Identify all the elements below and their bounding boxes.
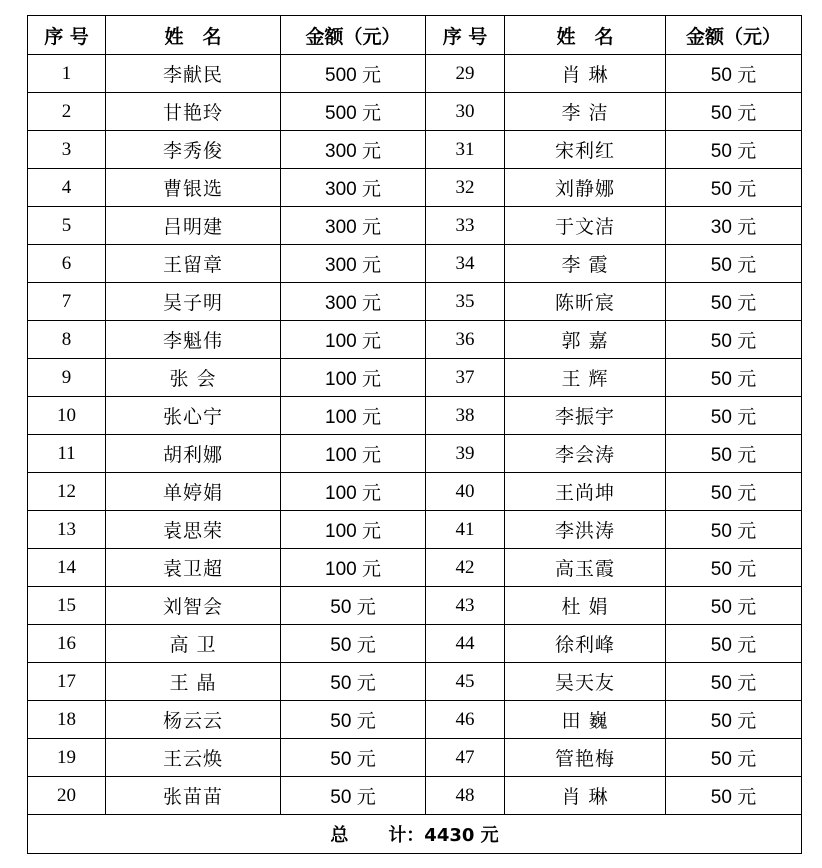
name-cell-right: 陈昕宸 (505, 283, 666, 321)
amount-cell-right: 50 元 (666, 511, 802, 549)
table-row (28, 207, 802, 245)
header-seq-right: 序 号 (426, 16, 505, 55)
seq-cell-left: 12 (28, 473, 106, 511)
seq-cell-right: 39 (426, 435, 505, 473)
table-row (28, 131, 802, 169)
seq-cell-left: 17 (28, 663, 106, 701)
table-row (28, 245, 802, 283)
seq-cell-left: 13 (28, 511, 106, 549)
name-cell-left: 吕明建 (106, 207, 281, 245)
amount-cell-right: 50 元 (666, 397, 802, 435)
amount-cell-right: 50 元 (666, 359, 802, 397)
amount-cell-right: 50 元 (666, 587, 802, 625)
seq-cell-left: 8 (28, 321, 106, 359)
name-cell-left: 王留章 (106, 245, 281, 283)
name-cell-left: 胡利娜 (106, 435, 281, 473)
table-row (28, 359, 802, 397)
seq-cell-right: 41 (426, 511, 505, 549)
donation-table (27, 15, 802, 854)
seq-cell-left: 14 (28, 549, 106, 587)
name-cell-right: 李振宇 (505, 397, 666, 435)
seq-cell-left: 9 (28, 359, 106, 397)
table-row (28, 473, 802, 511)
name-cell-left: 张 会 (106, 359, 281, 397)
name-cell-left: 杨云云 (106, 701, 281, 739)
header-seq-left: 序 号 (28, 16, 106, 55)
amount-cell-right: 50 元 (666, 321, 802, 359)
table-row (28, 587, 802, 625)
amount-cell-left: 500 元 (281, 93, 426, 131)
name-cell-left: 吴子明 (106, 283, 281, 321)
name-cell-right: 王 辉 (505, 359, 666, 397)
table-row (28, 739, 802, 777)
seq-cell-right: 32 (426, 169, 505, 207)
amount-cell-right: 50 元 (666, 739, 802, 777)
table-row (28, 283, 802, 321)
table-row (28, 397, 802, 435)
name-cell-left: 袁卫超 (106, 549, 281, 587)
header-name-left: 姓 名 (106, 16, 281, 55)
seq-cell-right: 45 (426, 663, 505, 701)
seq-cell-left: 2 (28, 93, 106, 131)
amount-cell-left: 100 元 (281, 511, 426, 549)
header-row (28, 16, 802, 55)
amount-cell-left: 100 元 (281, 435, 426, 473)
amount-cell-left: 50 元 (281, 587, 426, 625)
name-cell-right: 管艳梅 (505, 739, 666, 777)
name-cell-left: 王云焕 (106, 739, 281, 777)
name-cell-right: 王尚坤 (505, 473, 666, 511)
seq-cell-left: 4 (28, 169, 106, 207)
header-amount-right: 金额（元） (666, 16, 802, 55)
name-cell-left: 王 晶 (106, 663, 281, 701)
name-cell-right: 李洪涛 (505, 511, 666, 549)
name-cell-right: 徐利峰 (505, 625, 666, 663)
name-cell-right: 李 霞 (505, 245, 666, 283)
name-cell-left: 李秀俊 (106, 131, 281, 169)
seq-cell-right: 40 (426, 473, 505, 511)
seq-cell-right: 33 (426, 207, 505, 245)
table-row (28, 511, 802, 549)
seq-cell-left: 1 (28, 55, 106, 93)
amount-cell-left: 50 元 (281, 777, 426, 815)
table-row (28, 169, 802, 207)
amount-cell-left: 50 元 (281, 701, 426, 739)
name-cell-right: 肖 琳 (505, 55, 666, 93)
seq-cell-left: 3 (28, 131, 106, 169)
name-cell-left: 曹银选 (106, 169, 281, 207)
name-cell-right: 田 巍 (505, 701, 666, 739)
amount-cell-left: 500 元 (281, 55, 426, 93)
seq-cell-right: 43 (426, 587, 505, 625)
seq-cell-right: 29 (426, 55, 505, 93)
seq-cell-right: 38 (426, 397, 505, 435)
table-row (28, 321, 802, 359)
name-cell-right: 肖 琳 (505, 777, 666, 815)
table-row (28, 625, 802, 663)
name-cell-right: 刘静娜 (505, 169, 666, 207)
seq-cell-right: 36 (426, 321, 505, 359)
amount-cell-left: 50 元 (281, 663, 426, 701)
seq-cell-left: 10 (28, 397, 106, 435)
total-value: 计：4430 元 (388, 825, 499, 846)
seq-cell-right: 46 (426, 701, 505, 739)
amount-cell-right: 50 元 (666, 777, 802, 815)
seq-cell-right: 47 (426, 739, 505, 777)
name-cell-right: 杜 娟 (505, 587, 666, 625)
amount-cell-left: 300 元 (281, 169, 426, 207)
amount-cell-right: 50 元 (666, 625, 802, 663)
amount-cell-right: 50 元 (666, 169, 802, 207)
amount-cell-left: 100 元 (281, 549, 426, 587)
amount-cell-right: 50 元 (666, 473, 802, 511)
name-cell-left: 张心宁 (106, 397, 281, 435)
amount-cell-right: 50 元 (666, 283, 802, 321)
seq-cell-left: 11 (28, 435, 106, 473)
name-cell-left: 袁思荣 (106, 511, 281, 549)
table-row (28, 55, 802, 93)
seq-cell-left: 6 (28, 245, 106, 283)
table-row (28, 93, 802, 131)
name-cell-right: 于文洁 (505, 207, 666, 245)
name-cell-left: 李魁伟 (106, 321, 281, 359)
amount-cell-left: 300 元 (281, 283, 426, 321)
amount-cell-right: 30 元 (666, 207, 802, 245)
amount-cell-right: 50 元 (666, 701, 802, 739)
amount-cell-right: 50 元 (666, 245, 802, 283)
name-cell-right: 李 洁 (505, 93, 666, 131)
table-row (28, 701, 802, 739)
header-name-right: 姓 名 (505, 16, 666, 55)
seq-cell-left: 19 (28, 739, 106, 777)
name-cell-left: 单婷娟 (106, 473, 281, 511)
seq-cell-right: 44 (426, 625, 505, 663)
seq-cell-left: 7 (28, 283, 106, 321)
name-cell-left: 甘艳玲 (106, 93, 281, 131)
name-cell-right: 吴天友 (505, 663, 666, 701)
amount-cell-right: 50 元 (666, 131, 802, 169)
amount-cell-left: 50 元 (281, 739, 426, 777)
amount-cell-right: 50 元 (666, 93, 802, 131)
total-row (28, 815, 802, 854)
table-row (28, 549, 802, 587)
amount-cell-left: 100 元 (281, 473, 426, 511)
table-row (28, 663, 802, 701)
total-label: 总 (330, 825, 349, 846)
amount-cell-right: 50 元 (666, 549, 802, 587)
amount-cell-left: 100 元 (281, 397, 426, 435)
seq-cell-right: 31 (426, 131, 505, 169)
seq-cell-left: 16 (28, 625, 106, 663)
seq-cell-left: 20 (28, 777, 106, 815)
name-cell-left: 李献民 (106, 55, 281, 93)
total-cell (28, 815, 802, 854)
seq-cell-right: 35 (426, 283, 505, 321)
seq-cell-left: 5 (28, 207, 106, 245)
name-cell-right: 高玉霞 (505, 549, 666, 587)
name-cell-right: 郭 嘉 (505, 321, 666, 359)
seq-cell-left: 15 (28, 587, 106, 625)
seq-cell-left: 18 (28, 701, 106, 739)
amount-cell-right: 50 元 (666, 663, 802, 701)
seq-cell-right: 34 (426, 245, 505, 283)
header-amount-left: 金额（元） (281, 16, 426, 55)
seq-cell-right: 42 (426, 549, 505, 587)
seq-cell-right: 37 (426, 359, 505, 397)
amount-cell-left: 300 元 (281, 207, 426, 245)
amount-cell-left: 100 元 (281, 321, 426, 359)
amount-cell-right: 50 元 (666, 435, 802, 473)
table-row (28, 777, 802, 815)
amount-cell-right: 50 元 (666, 55, 802, 93)
name-cell-right: 宋利红 (505, 131, 666, 169)
name-cell-left: 刘智会 (106, 587, 281, 625)
seq-cell-right: 48 (426, 777, 505, 815)
amount-cell-left: 50 元 (281, 625, 426, 663)
table-body (28, 55, 802, 815)
amount-cell-left: 300 元 (281, 245, 426, 283)
name-cell-left: 高 卫 (106, 625, 281, 663)
seq-cell-right: 30 (426, 93, 505, 131)
amount-cell-left: 300 元 (281, 131, 426, 169)
name-cell-right: 李会涛 (505, 435, 666, 473)
name-cell-left: 张苗苗 (106, 777, 281, 815)
table-row (28, 435, 802, 473)
amount-cell-left: 100 元 (281, 359, 426, 397)
